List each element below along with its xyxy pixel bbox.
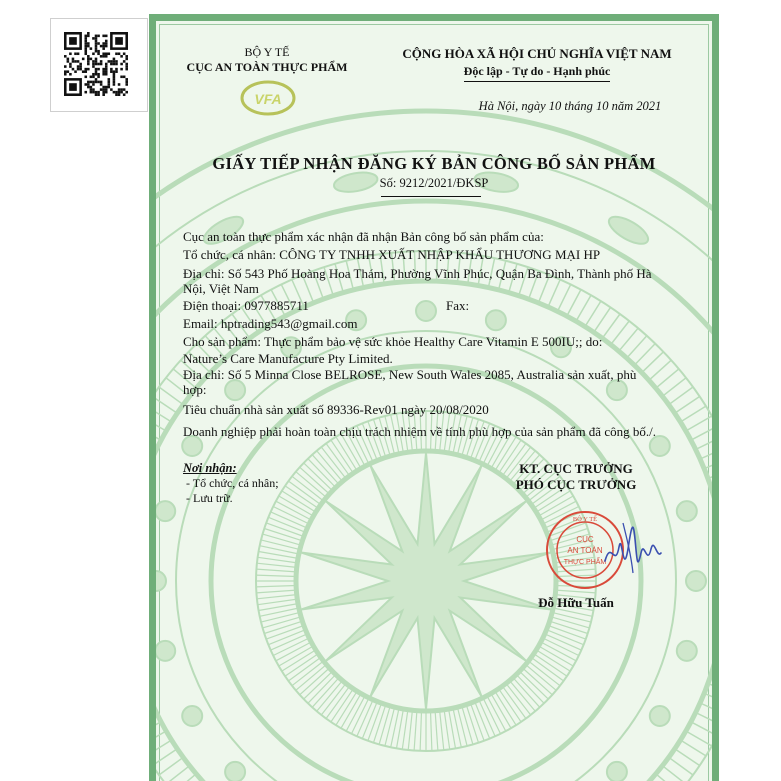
national-motto: Độc lập - Tự do - Hạnh phúc [464,63,611,82]
organization-line: Tổ chức, cá nhân: CÔNG TY TNHH XUẤT NHẬP KHẨU THƯƠNG MẠI HP [183,247,601,262]
product-line: Cho sản phẩm: Thực phẩm bảo vệ sức khỏe Healthy Care Vitamin E 500IU;; do: [183,334,603,349]
responsibility-line: Doanh nghiệp phải hoàn toàn chịu trách nhiệm về tính phù hợp của sản phẩm đã công bố./. [183,424,656,439]
recipients-heading: Nơi nhận: [183,461,237,475]
email-line: Email: hptrading543@gmail.com [183,316,358,331]
qr-code [50,18,148,112]
ministry-name: BỘ Y TẾ [244,45,290,59]
signatory-title-2: PHÓ CỤC TRƯỞNG [515,477,637,492]
certificate-document [149,14,719,781]
standard-line: Tiêu chuẩn nhà sản xuất số 89336-Rev01 ngày 20/08/2020 [183,402,489,417]
document-title: GIẤY TIẾP NHẬN ĐĂNG KÝ BẢN CÔNG BỐ SẢN PHẨM [212,154,656,173]
issue-date: Hà Nội, ngày 10 tháng 10 năm 2021 [478,99,662,113]
stamp-line-2: AN TOÀN [567,546,603,555]
qr-code-icon [64,32,132,96]
stamp-ring-text: BỘ Y TẾ [572,516,598,523]
intro-text: Cục an toàn thực phẩm xác nhận đã nhận Bản công bố sản phẩm của: [183,229,544,244]
handwritten-signature [601,509,671,581]
nation-name: CỘNG HÒA XÃ HỘI CHỦ NGHĨA VIỆT NAM [402,46,672,61]
address-line-2: Nội, Việt Nam [183,281,259,296]
signatory-title-1: KT. CỤC TRƯỞNG [519,461,633,476]
fax-line: Fax: [446,298,470,313]
stamp-line-1: CỤC [576,535,594,544]
recipient-item: - Lưu trữ. [186,491,233,505]
manufacturer-address-1: Địa chỉ: Số 5 Minna Close BELROSE, New South Wales 2085, Australia sản xuất, phù [183,367,637,382]
recipient-item: - Tổ chức, cá nhân; [186,476,279,490]
national-header [378,45,696,82]
vfa-logo [238,74,298,118]
signatory-name: Đỗ Hữu Tuấn [538,595,614,610]
agency-name: CỤC AN TOÀN THỰC PHẨM [186,60,348,74]
phone-line: Điện thoại: 0977885711 [183,298,309,313]
document-number: Số: 9212/2021/ĐKSP [379,176,489,190]
address-line-1: Địa chỉ: Số 543 Phố Hoàng Hoa Thám, Phường Vĩnh Phúc, Quận Ba Đình, Thành phố Hà [183,266,652,281]
manufacturer-line: Nature’s Care Manufacture Pty Limited. [183,351,393,366]
title-underline [381,196,481,197]
svg-text:VFA: VFA [254,91,282,107]
stamp-line-3: THỰC PHẨM [563,559,607,566]
manufacturer-address-2: hợp: [183,382,207,397]
issuing-agency [162,45,372,75]
